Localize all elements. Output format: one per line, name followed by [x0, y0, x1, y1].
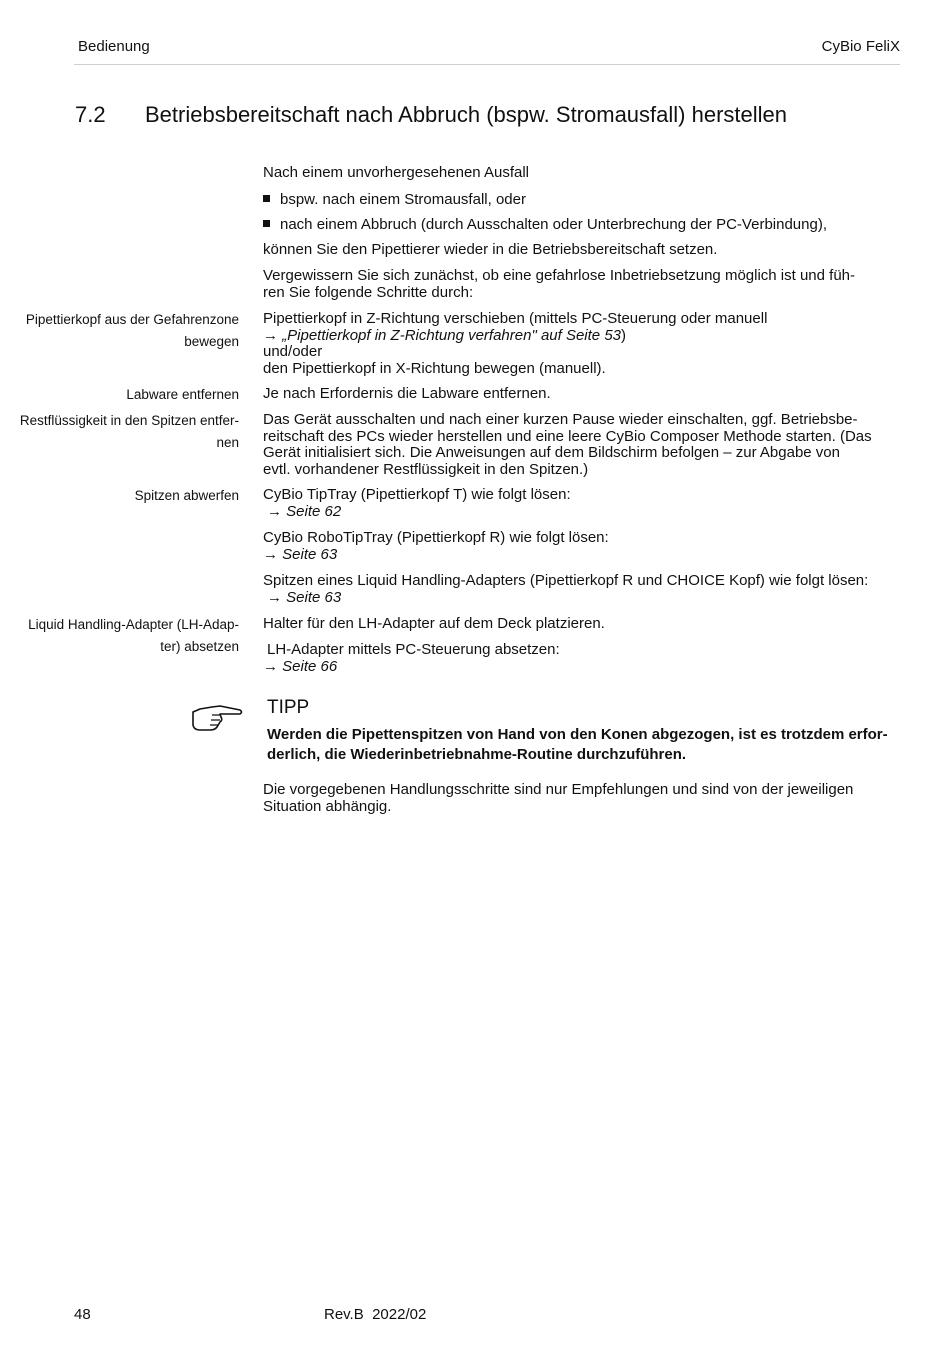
intro-followup: können Sie den Pipettierer wieder in die Betriebsbereitschaft setzen. [263, 241, 718, 258]
step-text-place: LH-Adapter mittels PC-Steuerung absetzen: → Seite 66 [263, 641, 560, 675]
step-text-labware: Je nach Erfordernis die Labware entfernen. [263, 385, 551, 402]
step-text-tiptray: CyBio TipTray (Pipettierkopf T) wie folgt lösen: → Seite 62 [263, 486, 571, 520]
cross-reference-link[interactable]: → Seite 62 [267, 502, 342, 520]
cross-reference-link[interactable]: → Seite 63 [263, 545, 338, 563]
tip-body: Werden die Pipettenspitzen von Hand von den Konen abgezogen, ist es trotzdem erfor- derlich, die Wiederinbetriebnahme-Routine durchzuführen. [267, 726, 888, 763]
page-header [74, 38, 900, 65]
step-label-labware: Labware entfernen [126, 387, 239, 402]
section-heading [75, 102, 787, 128]
page-number: 48 [74, 1306, 91, 1323]
section-number: 7.2 [75, 102, 106, 127]
tip-title: TIPP [267, 697, 310, 718]
pointing-hand-icon [190, 703, 244, 733]
step-label-move: Pipettierkopf aus der Gefahrenzone bewegen [25, 312, 239, 349]
step-label-tips: Spitzen abwerfen [134, 488, 239, 503]
step-text-robotiptray: CyBio RoboTipTray (Pipettierkopf R) wie folgt lösen: → Seite 63 [263, 529, 609, 563]
revision-label: Rev.B 2022/02 [324, 1306, 427, 1323]
bullet-square-icon [263, 195, 270, 202]
closing-note: Die vorgegebenen Handlungsschritte sind nur Empfehlungen und sind von der jeweiligen Situation abhängig. [263, 781, 854, 815]
step-label-adapter: Liquid Handling-Adapter (LH-Adap- ter) absetzen [28, 617, 239, 654]
step-text-holder: Halter für den LH-Adapter auf dem Deck platzieren. [263, 615, 605, 632]
section-title: Betriebsbereitschaft nach Abbruch (bspw. Stromausfall) herstellen [145, 102, 787, 127]
cross-reference-link[interactable]: → Seite 63 [267, 588, 342, 606]
step-text-move: Pipettierkopf in Z-Richtung verschieben (mittels PC-Steuerung oder manuell → „Pipettierkopf in Z-Richtung verfahren" auf Seite 53) und/oder den Pipettierkopf in X-Richtung bewegen (manuell). [263, 310, 768, 377]
cross-reference-link[interactable]: → Seite 66 [263, 657, 338, 675]
intro-lead: Nach einem unvorhergesehenen Ausfall [263, 164, 530, 181]
header-section: Bedienung [78, 38, 150, 55]
step-text-residual: Das Gerät ausschalten und nach einer kurzen Pause wieder einschalten, ggf. Betriebsbe- reitschaft des PCs wieder herstellen und eine leere CyBio Composer Methode starten. (Das Gerät initialisiert sich. Die Anweisungen auf dem Bildschirm befolgen – zur Abgabe von evtl. vorhandener Restflüssigkeit in den Spitzen.) [263, 411, 872, 478]
bullet-square-icon [263, 220, 270, 227]
intro-check: Vergewissern Sie sich zunächst, ob eine gefahrlose Inbetriebsetzung möglich ist und füh- ren Sie folgende Schritte durch: [263, 267, 856, 301]
cross-reference-link[interactable]: → „Pipettierkopf in Z-Richtung verfahren" auf Seite 53 [263, 326, 622, 344]
step-label-residual: Restflüssigkeit in den Spitzen entfer- nen [19, 413, 239, 450]
step-text-lh-tips: Spitzen eines Liquid Handling-Adapters (Pipettierkopf R und CHOICE Kopf) wie folgt lösen: → Seite 63 [263, 572, 869, 606]
header-product: CyBio FeliX [821, 38, 900, 55]
intro-bullet: bspw. nach einem Stromausfall, oder [263, 191, 526, 208]
intro-bullet: nach einem Abbruch (durch Ausschalten oder Unterbrechung der PC-Verbindung), [263, 216, 827, 233]
